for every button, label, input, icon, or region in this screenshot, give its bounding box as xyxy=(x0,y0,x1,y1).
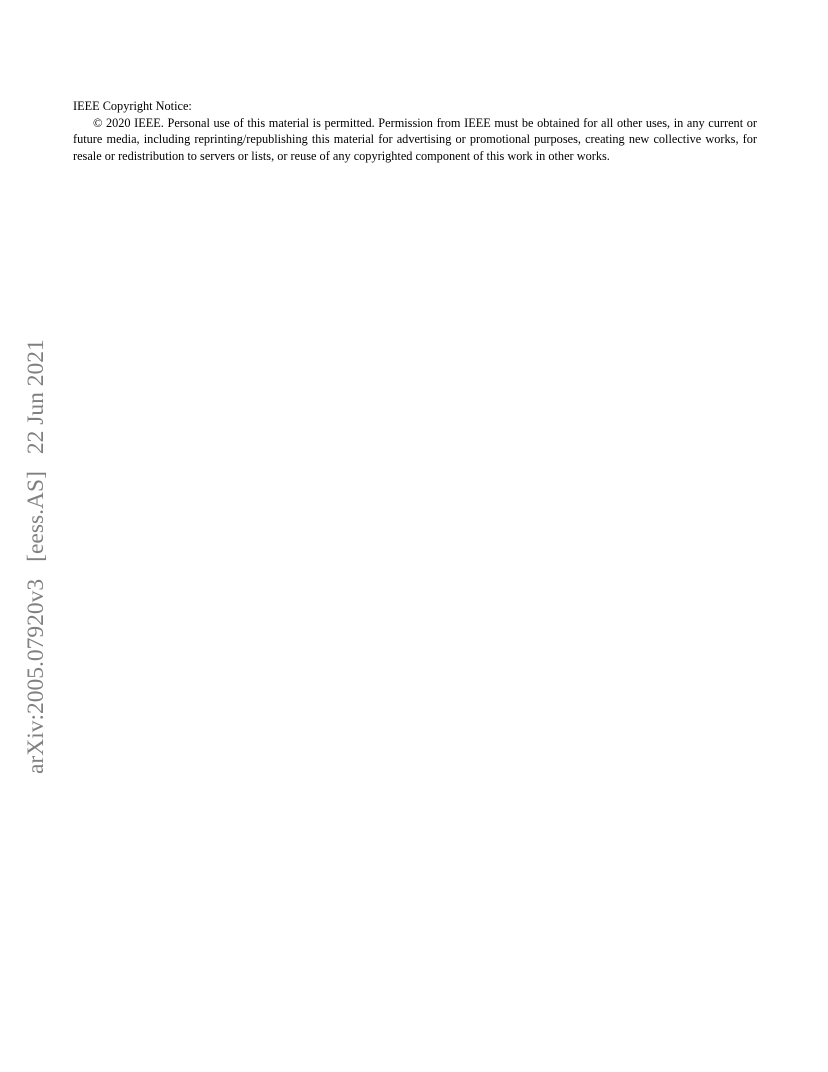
copyright-notice xyxy=(73,98,757,164)
copyright-notice-title: IEEE Copyright Notice: xyxy=(73,99,192,113)
arxiv-identifier: arXiv:2005.07920v3 xyxy=(23,578,49,774)
arxiv-category: [eess.AS] xyxy=(23,471,49,562)
arxiv-sidebar-stamp xyxy=(22,339,50,774)
copyright-notice-body: © 2020 IEEE. Personal use of this material is permitted. Permission from IEEE must be obtained for all other uses, in any current or future media, including reprinting/republishing this material for advertising or promotional purposes, creating new collective works, for resale or redistribution to servers or lists, or reuse of any copyrighted component of this work in other works. xyxy=(73,115,757,163)
arxiv-date: 22 Jun 2021 xyxy=(23,339,49,455)
